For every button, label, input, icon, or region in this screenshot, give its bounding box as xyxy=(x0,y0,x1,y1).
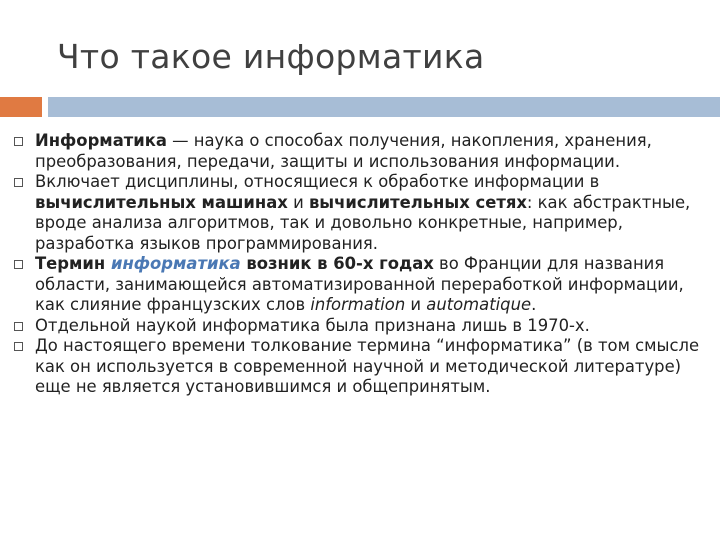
bullet-text: — наука о способах получения, накопления, хранения, преобразования, передачи, защиты и использования информации. xyxy=(35,131,652,171)
bullet-item xyxy=(14,172,714,254)
bullet-bold-text: вычислительных машинах xyxy=(35,192,288,212)
bullet-text: До настоящего времени толкование термина “информатика” (в том смысле как он используется в современной научной и методической литературе) еще не является установившимся и общепринятым. xyxy=(35,336,700,396)
bullet-item xyxy=(14,336,714,398)
bullet-bold-text: Информатика xyxy=(35,131,167,150)
bullet-text: Включает дисциплины, относящиеся к обработке информации в xyxy=(35,172,600,191)
title-rule-bar xyxy=(48,97,720,117)
square-bullet-icon xyxy=(14,178,23,187)
square-bullet-icon xyxy=(14,137,23,146)
bullet-item xyxy=(14,131,714,172)
bullet-bold-text: вычислительных сетях xyxy=(308,192,527,212)
bullet-item xyxy=(14,254,714,316)
bullet-list xyxy=(14,131,714,398)
bullet-item xyxy=(14,316,714,337)
bullet-text: во Франции для названия области, занимающейся автоматизированной переработкой информации, как слияние французских слов xyxy=(35,254,684,314)
italic-term: automatique xyxy=(426,295,532,314)
bullet-bold-text: Термин xyxy=(35,254,111,273)
italic-term: information xyxy=(310,295,406,314)
bullet-text: . xyxy=(531,295,537,314)
highlighted-term: информатика xyxy=(110,254,241,273)
title-rule-accent xyxy=(0,97,42,117)
bullet-bold-text: возник в 60-х годах xyxy=(240,254,434,273)
bullet-text: Отдельной наукой информатика была признана лишь в 1970-х. xyxy=(35,315,590,335)
square-bullet-icon xyxy=(14,260,23,269)
bullet-text: и xyxy=(405,295,427,314)
slide-title: Что такое информатика xyxy=(57,37,485,76)
bullet-text: : как абстрактные, вроде анализа алгоритмов, так и довольно конкретные, например, разработка языков программирования. xyxy=(35,192,691,253)
bullet-text: и xyxy=(287,192,309,212)
square-bullet-icon xyxy=(14,322,23,331)
square-bullet-icon xyxy=(14,342,23,351)
